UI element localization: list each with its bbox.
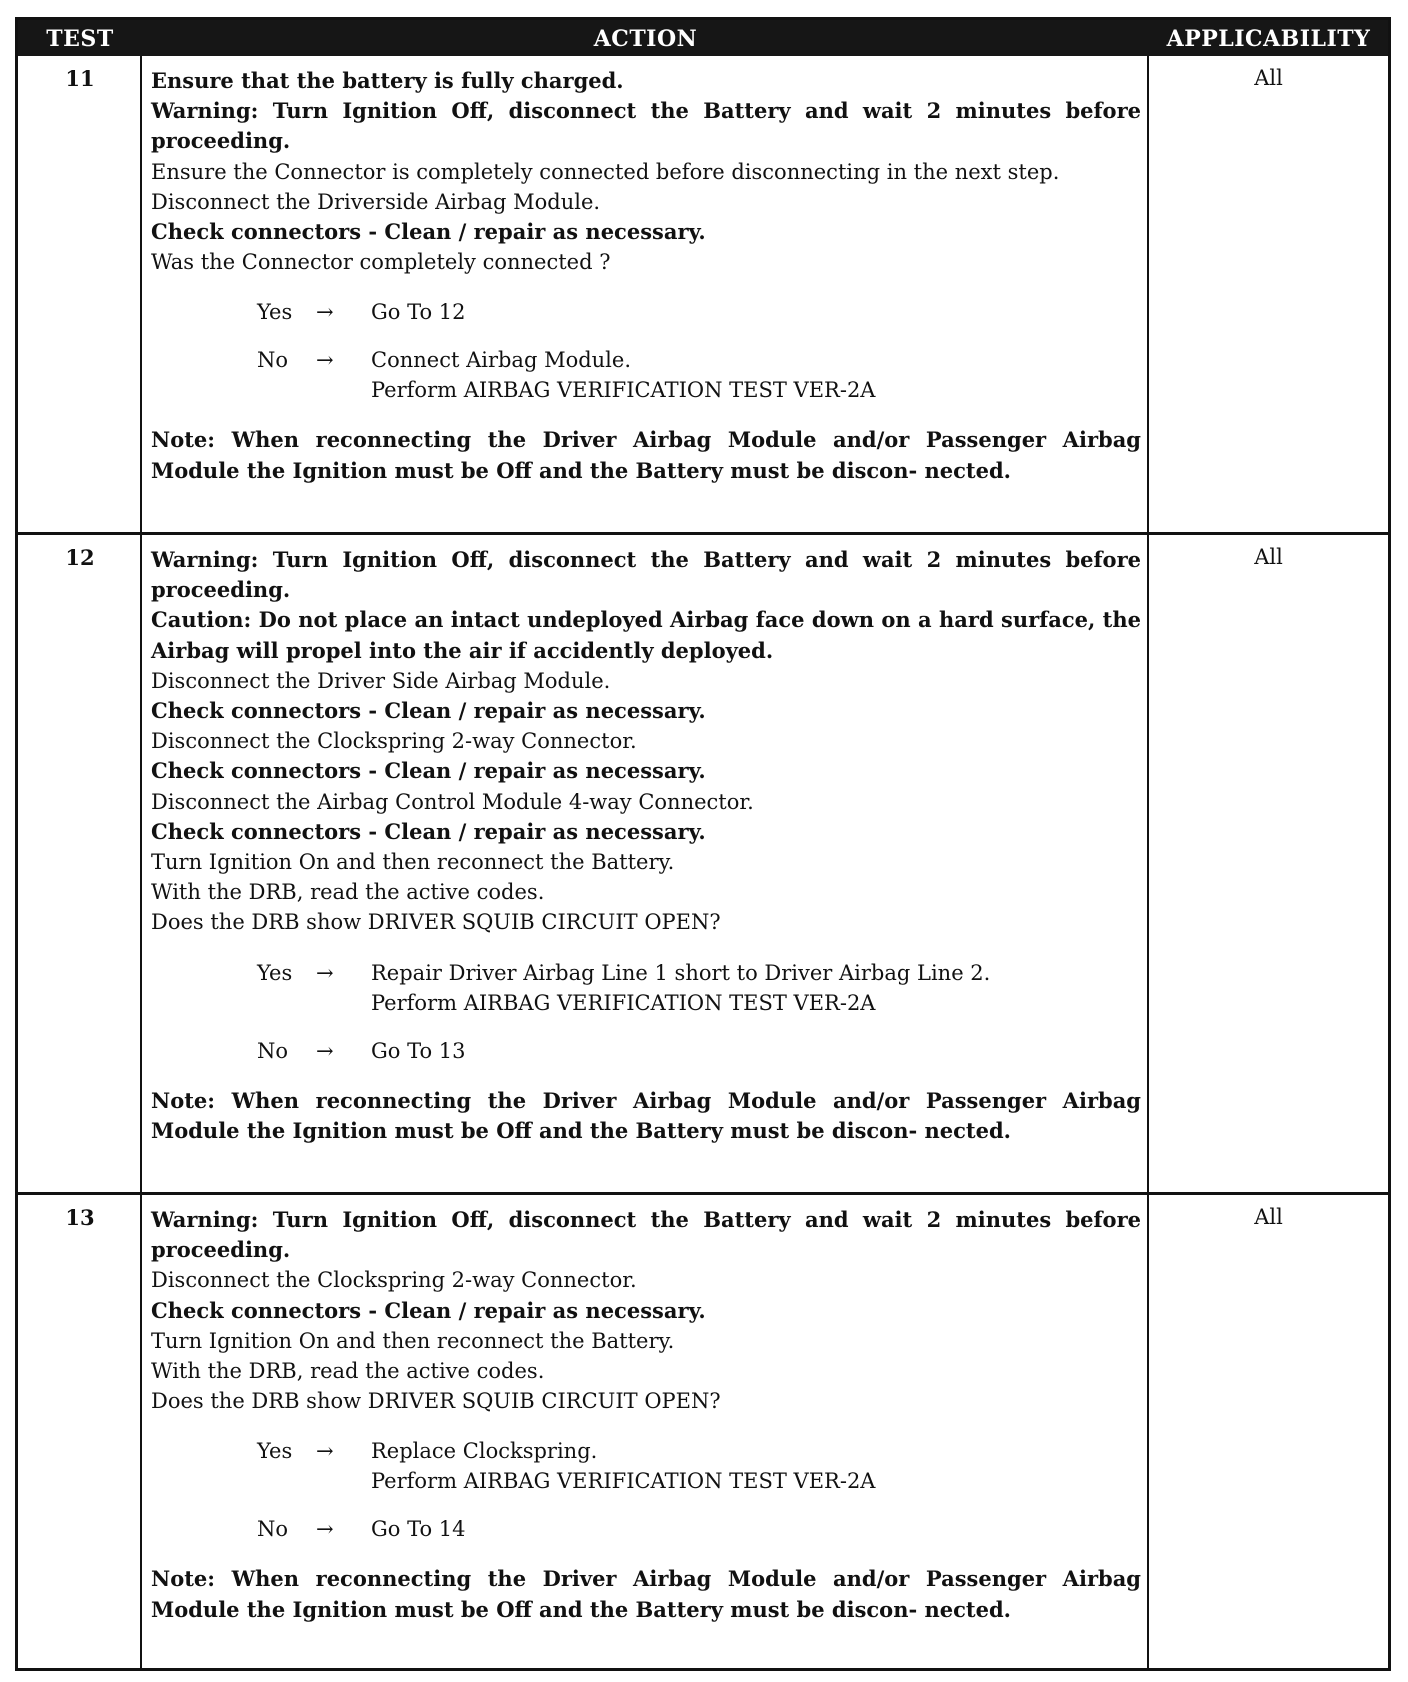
yes-branch [151,1436,1141,1466]
yes-branch-cont [151,1466,1141,1496]
arrow-icon: → [316,960,334,985]
step-line: With the DRB, read the active codes. [151,880,545,905]
yes-result-2: Perform AIRBAG VERIFICATION TEST VER-2A [371,990,876,1015]
arrow-icon: → [316,300,334,325]
step-line: With the DRB, read the active codes. [151,1359,545,1384]
header-test: TEST [46,26,114,52]
test-number: 11 [65,66,95,91]
no-label: No [257,348,289,373]
column-divider [140,56,142,1668]
diagnostic-table [15,17,1391,1671]
row-divider [18,1192,1388,1195]
step-line: Disconnect the Airbag Control Module 4-way Connector. [151,789,754,814]
note-text: Note: When reconnecting the Driver Airbag Module and/or Passenger Airbag Module the Ignition must be Off and the Battery must be discon- nected. [151,427,1141,483]
row-divider [18,532,1388,535]
step-line: Check connectors - Clean / repair as necessary. [151,1297,706,1323]
action-cell [151,545,1141,1146]
yes-branch [151,958,1141,988]
warning-line: Warning: Turn Ignition Off, disconnect the Battery and wait 2 minutes before proceeding. [151,547,1141,603]
yes-branch-cont [151,988,1141,1018]
step-line: Disconnect the Driverside Airbag Module. [151,189,601,214]
no-result-2: Perform AIRBAG VERIFICATION TEST VER-2A [371,378,876,403]
step-line: Check connectors - Clean / repair as necessary. [151,219,706,245]
question-line: Does the DRB show DRIVER SQUIB CIRCUIT OPEN? [151,910,721,935]
arrow-icon: → [316,1038,334,1063]
step-line: Disconnect the Clockspring 2-way Connector. [151,729,637,754]
warning-line: Warning: Turn Ignition Off, disconnect the Battery and wait 2 minutes before proceeding. [151,98,1141,154]
no-label: No [257,1517,289,1542]
question-line: Was the Connector completely connected ? [151,250,611,275]
yes-label: Yes [257,300,293,325]
applicability: All [1254,1205,1283,1229]
arrow-icon: → [316,348,334,373]
table-header [18,20,1388,56]
no-result: Connect Airbag Module. [371,348,631,373]
yes-label: Yes [257,960,293,985]
action-cell [151,1205,1141,1625]
no-result: Go To 14 [371,1517,466,1542]
header-action: ACTION [593,26,698,52]
step-line: Check connectors - Clean / repair as necessary. [151,698,706,724]
column-divider [1147,56,1149,1668]
no-label: No [257,1038,289,1063]
note-text: Note: When reconnecting the Driver Airbag Module and/or Passenger Airbag Module the Ignition must be Off and the Battery must be discon- nected. [151,1566,1141,1622]
arrow-icon: → [316,1517,334,1542]
yes-result: Replace Clockspring. [371,1439,598,1464]
step-line: Ensure the Connector is completely connected before disconnecting in the next step. [151,159,1060,184]
step-line: Disconnect the Clockspring 2-way Connector. [151,1268,637,1293]
yes-branch [151,297,1141,327]
no-branch [151,1514,1141,1544]
arrow-icon: → [316,1439,334,1464]
note-text: Note: When reconnecting the Driver Airbag Module and/or Passenger Airbag Module the Ignition must be Off and the Battery must be discon- nected. [151,1087,1141,1143]
caution-line: Caution: Do not place an intact undeployed Airbag face down on a hard surface, the Airbag will propel into the air if accidently deployed. [151,607,1141,663]
step-line: Check connectors - Clean / repair as necessary. [151,758,706,784]
step-line: Disconnect the Driver Side Airbag Module. [151,668,611,693]
no-branch [151,345,1141,375]
step-line: Turn Ignition On and then reconnect the Battery. [151,850,675,875]
no-branch-cont [151,375,1141,405]
no-branch [151,1036,1141,1066]
step-line: Turn Ignition On and then reconnect the Battery. [151,1328,675,1353]
question-line: Does the DRB show DRIVER SQUIB CIRCUIT OPEN? [151,1389,721,1414]
action-cell [151,66,1141,486]
header-applicability: APPLICABILITY [1166,26,1371,52]
no-result: Go To 13 [371,1038,466,1063]
yes-result: Go To 12 [371,300,466,325]
applicability: All [1254,545,1283,569]
yes-result: Repair Driver Airbag Line 1 short to Driver Airbag Line 2. [371,960,991,985]
test-number: 13 [65,1205,95,1230]
test-number: 12 [65,545,95,570]
warning-line: Warning: Turn Ignition Off, disconnect the Battery and wait 2 minutes before proceeding. [151,1207,1141,1263]
step-line: Check connectors - Clean / repair as necessary. [151,818,706,844]
yes-label: Yes [257,1439,293,1464]
step-line: Ensure that the battery is fully charged. [151,68,624,93]
yes-result-2: Perform AIRBAG VERIFICATION TEST VER-2A [371,1469,876,1494]
applicability: All [1254,66,1283,90]
